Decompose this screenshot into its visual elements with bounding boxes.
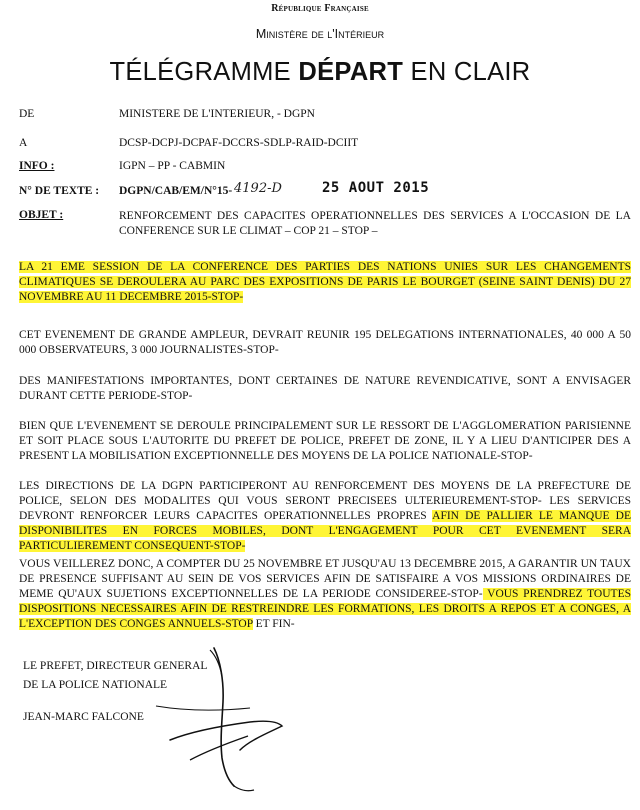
handwritten-signature	[150, 640, 290, 800]
subject-value: RENFORCEMENT DES CAPACITES OPERATIONNELLES DES SERVICES A L'OCCASION DE LA CONFERENCE SUR LE CLIMAT – COP 21 – STOP –	[119, 210, 631, 237]
title-part-2: DÉPART	[298, 58, 404, 86]
republic-header: République Française	[271, 3, 369, 14]
date-stamp: 25 AOUT 2015	[322, 180, 430, 196]
document-title	[0, 58, 640, 87]
paragraph-2: CET EVENEMENT DE GRANDE AMPLEUR, DEVRAIT REUNIR 195 DELEGATIONS INTERNATIONALES, 40 000 A 50 000 OBSERVATEURS, 3 000 JOURNALISTES-STOP-	[19, 329, 631, 356]
text-number-handwritten: 4192-D	[234, 181, 282, 196]
info-label: INFO :	[19, 160, 55, 172]
from-label: DE	[19, 108, 35, 120]
paragraph-5-text: LES DIRECTIONS DE LA DGPN PARTICIPERONT AU RENFORCEMENT DES MOYENS DE LA PREFECTURE DE POLICE, SELON DES MODALITES QUI VOUS SERONT PRECISEES ULTERIEUREMENT-STOP- LES SERVICES DEVRONT RENFORCER LEURS CAPACITES OPERATIONNELLES PROPRES	[19, 480, 631, 522]
to-label: A	[19, 137, 28, 149]
signature-line-3: JEAN-MARC FALCONE	[23, 711, 144, 723]
paragraph-6-end: ET FIN-	[252, 618, 295, 630]
subject-label: OBJET :	[19, 209, 64, 221]
paragraph-6-highlight: VOUS PRENDREZ TOUTES DISPOSITIONS NECESSAIRES AFIN DE RESTREINDRE LES FORMATIONS, LES DROITS A REPOS ET A CONGES, A L'EXCEPTION DES CONGES ANNUELS-STOP	[19, 588, 631, 630]
signature-line-1: LE PREFET, DIRECTEUR GENERAL	[23, 660, 208, 672]
paragraph-3: DES MANIFESTATIONS IMPORTANTES, DONT CERTAINES DE NATURE REVENDICATIVE, SONT A ENVISAGER DURANT CETTE PERIODE-STOP-	[19, 375, 631, 402]
paragraph-5-highlight: AFIN DE PALLIER LE MANQUE DE DISPONIBILITES EN FORCES MOBILES, DONT L'ENGAGEMENT POUR CET EVENEMENT SERA PARTICULIEREMENT CONSEQUENT-STOP-	[19, 510, 632, 552]
text-number-label: N° DE TEXTE :	[19, 185, 100, 197]
to-value: DCSP-DCPJ-DCPAF-DCCRS-SDLP-RAID-DCIIT	[119, 137, 359, 149]
paragraph-6-text: VOUS VEILLEREZ DONC, A COMPTER DU 25 NOVEMBRE ET JUSQU'AU 13 DECEMBRE 2015, A GARANTIR UN TAUX DE PRESENCE SUFFISANT AU SEIN DE VOS SERVICES AFIN DE SATISFAIRE A VOS MISSIONS ORDINAIRES DE MEME QU'AUX SUJETIONS EXCEPTIONNELLES DE LA PERIODE CONSIDEREE-STOP-	[19, 558, 631, 600]
text-number-value: DGPN/CAB/EM/N°15-	[119, 185, 233, 197]
paragraph-1-highlight: LA 21 EME SESSION DE LA CONFERENCE DES PARTIES DES NATIONS UNIES SUR LES CHANGEMENTS CLIMATIQUES SE DEROULERA AU PARC DES EXPOSITIONS DE PARIS LE BOURGET (SEINE SAINT DENIS) DU 27 NOVEMBRE AU 11 DECEMBRE 2015-STOP-	[19, 261, 631, 303]
title-part-3: EN CLAIR	[403, 58, 531, 86]
paragraph-5	[19, 479, 631, 554]
signature-line-2: DE LA POLICE NATIONALE	[23, 679, 168, 691]
ministry-header: Ministère de l'Intérieur	[255, 27, 385, 41]
title-part-1: TÉLÉGRAMME	[109, 58, 299, 86]
info-value: IGPN – PP - CABMIN	[119, 160, 226, 172]
from-value: MINISTERE DE L'INTERIEUR, - DGPN	[119, 108, 315, 120]
paragraph-4: BIEN QUE L'EVENEMENT SE DEROULE PRINCIPALEMENT SUR LE RESSORT DE L'AGGLOMERATION PARISIENNE ET SOIT PLACE SOUS L'AUTORITE DU PREFET DE POLICE, PREFET DE ZONE, IL Y A LIEU D'ANTICIPER DES A PRESENT LA MOBILISATION EXCEPTIONNELLE DES MOYENS DE LA POLICE NATIONALE-STOP-	[19, 420, 631, 462]
paragraph-6	[19, 557, 631, 632]
paragraph-1	[19, 260, 631, 305]
